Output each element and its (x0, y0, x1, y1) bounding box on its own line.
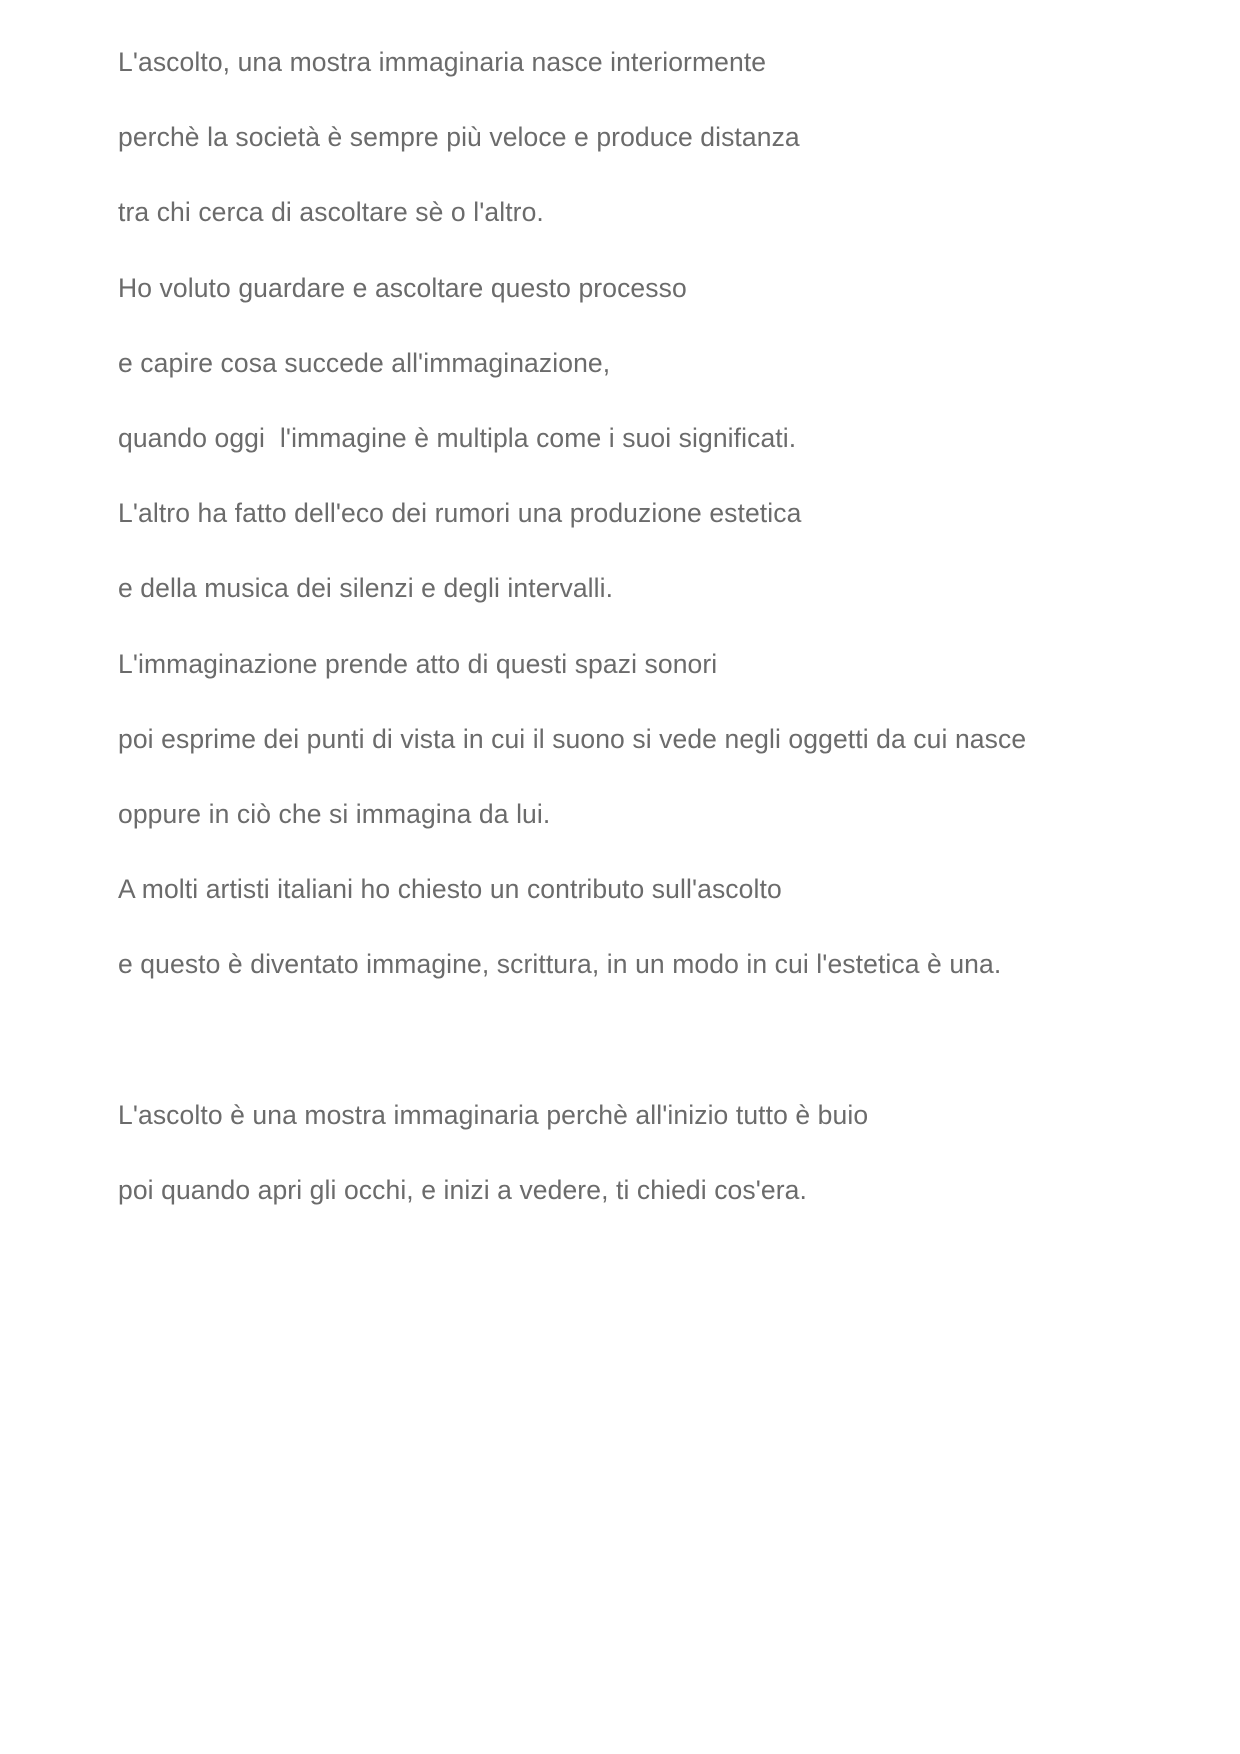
text-line: L'altro ha fatto dell'eco dei rumori una produzione estetica (118, 498, 802, 529)
text-line: Ho voluto guardare e ascoltare questo processo (118, 272, 687, 303)
stanza-1 (118, 46, 1178, 1023)
stanza-2 (118, 1099, 1178, 1249)
text-line: quando oggi l'immagine è multipla come i suoi significati. (118, 422, 797, 453)
text-line: perchè la società è sempre più veloce e produce distanza (118, 122, 800, 153)
text-line: e capire cosa succede all'immaginazione, (118, 347, 611, 378)
text-line: A molti artisti italiani ho chiesto un contributo sull'ascolto (118, 874, 782, 905)
text-line: L'immaginazione prende atto di questi spazi sonori (118, 648, 718, 679)
text-line: oppure in ciò che si immagina da lui. (118, 798, 551, 829)
text-line: L'ascolto è una mostra immaginaria perchè all'inizio tutto è buio (118, 1099, 869, 1130)
stanza-separator (118, 1023, 1178, 1098)
text-line: tra chi cerca di ascoltare sè o l'altro. (118, 197, 544, 228)
text-line: e della musica dei silenzi e degli intervalli. (118, 573, 614, 604)
text-line: L'ascolto, una mostra immaginaria nasce interiormente (118, 47, 767, 77)
text-line: poi esprime dei punti di vista in cui il suono si vede negli oggetti da cui nasce (118, 723, 1027, 754)
text-line: poi quando apri gli occhi, e inizi a vedere, ti chiedi cos'era. (118, 1174, 807, 1205)
text-line: e questo è diventato immagine, scrittura, in un modo in cui l'estetica è una. (118, 949, 1002, 980)
poem-text (118, 46, 1178, 1249)
